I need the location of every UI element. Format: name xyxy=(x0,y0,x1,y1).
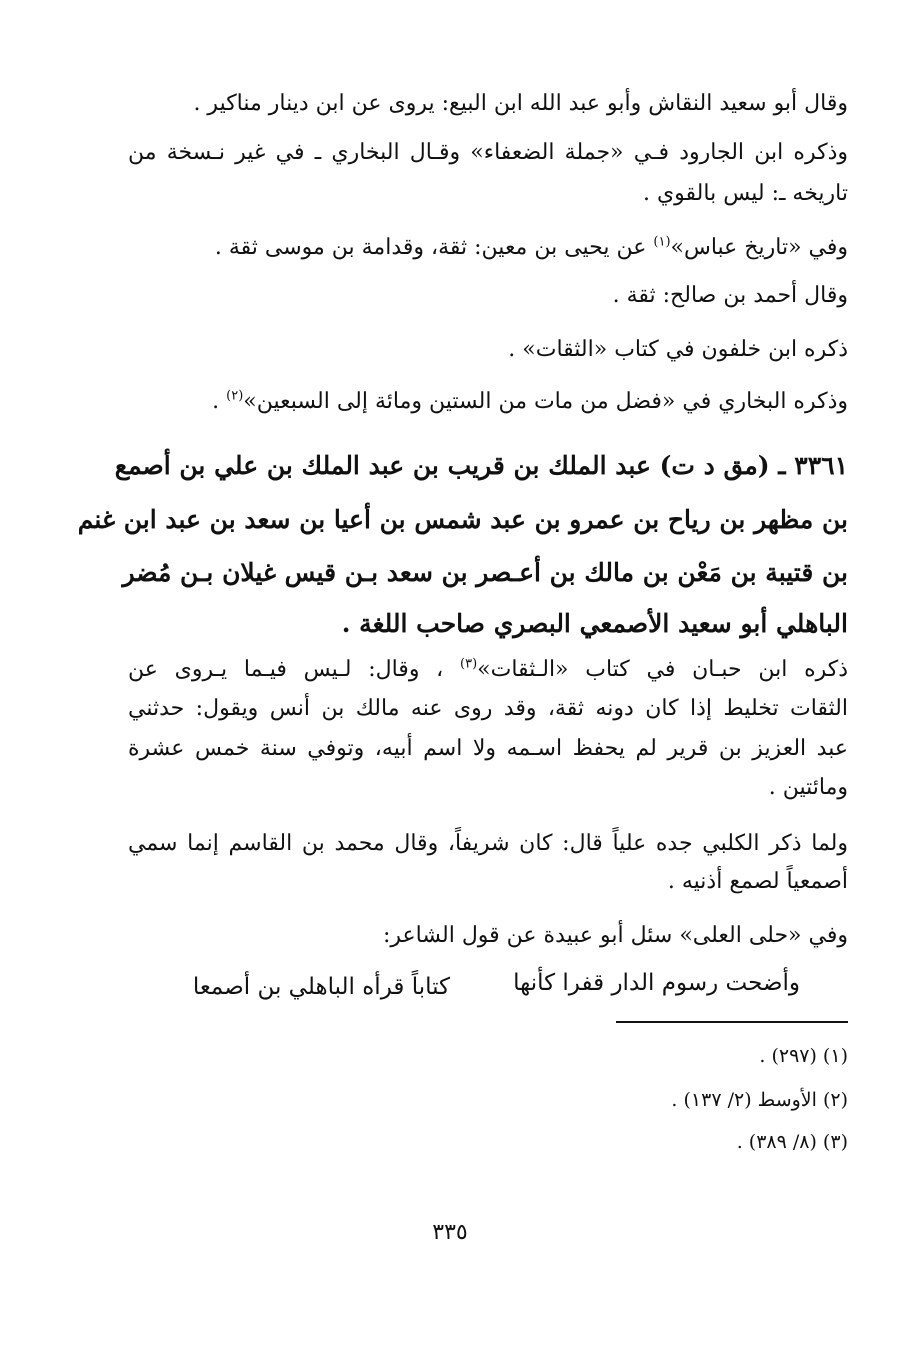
text-line: عبد العزيز بن قرير لم يحفظ اسـمه ولا اسم أبيه، وتوفي سنة خمس عشرة xyxy=(128,736,848,761)
entry-heading-line: ٣٣٦١ ـ (مق د ت) عبد الملك بن قريب بن عبد الملك بن علي بن أصمع xyxy=(114,451,848,480)
text-line: وقال أحمد بن صالح: ثقة . xyxy=(612,283,848,308)
text-line: وذكره ابن الجارود فـي «جملة الضعفاء» وقـال البخاري ـ في غير نـسخة من xyxy=(128,140,848,165)
text-line xyxy=(128,654,848,686)
text-line: ومائتين . xyxy=(768,775,848,800)
text-fragment: عن يحيى بن معين: ثقة، وقدامة بن موسى ثقة . xyxy=(214,235,647,260)
text-line xyxy=(120,386,848,418)
footnote-marker: (٣) xyxy=(460,656,478,672)
verse-hemistich-second: كتاباً قرأه الباهلي بن أصمعا xyxy=(192,974,450,1000)
text-fragment: وفي «تاريخ عباس» xyxy=(670,235,848,260)
text-fragment: وذكره البخاري في «فضل من مات من الستين ومائة إلى السبعين» xyxy=(243,389,848,414)
verse-hemistich-first: وأضحت رسوم الدار قفرا كأنها xyxy=(513,970,800,996)
footnote: (١) (٢٩٧) . xyxy=(759,1045,848,1067)
entry-heading-line: بن قتيبة بن مَعْن بن مالك بن أعـصر بن سعد بـن قيس غيلان بـن مُضر xyxy=(122,558,848,587)
text-line: الثقات تخليط إذا كان دونه ثقة، وقد روى عنه مالك بن أنس ويقول: حدثني xyxy=(128,696,848,721)
text-fragment: ذكره ابن حبـان في كتاب «الـثقات» xyxy=(477,657,849,682)
text-line: تاريخه ـ: ليس بالقوي . xyxy=(642,181,848,206)
footnote-marker: (١) xyxy=(653,234,671,250)
text-fragment: ، وقال: لـيس فيـما يـروى عن xyxy=(128,657,444,682)
text-line xyxy=(120,232,848,264)
text-fragment: . xyxy=(212,389,220,414)
footnote: (٢) الأوسط (٢/ ١٣٧) . xyxy=(671,1089,848,1111)
text-line: وقال أبو سعيد النقاش وأبو عبد الله ابن البيع: يروى عن ابن دينار مناكير . xyxy=(193,91,848,116)
text-line: ذكره ابن خلفون في كتاب «الثقات» . xyxy=(508,337,848,362)
footnote-separator xyxy=(616,1021,848,1023)
footnote: (٣) (٨/ ٣٨٩) . xyxy=(736,1131,848,1153)
text-line: أصمعياً لصمع أذنيه . xyxy=(667,869,848,894)
text-line: وفي «حلى العلى» سئل أبو عبيدة عن قول الشاعر: xyxy=(383,923,848,948)
entry-heading-line: بن مظهر بن رياح بن عمرو بن عبد شمس بن أعيا بن سعد بن عبد ابن غنم xyxy=(77,505,848,534)
entry-heading-line: الباهلي أبو سعيد الأصمعي البصري صاحب اللغة . xyxy=(341,609,848,638)
footnote-marker: (٢) xyxy=(226,388,244,404)
text-line: ولما ذكر الكلبي جده علياً قال: كان شريفاً، وقال محمد بن القاسم إنما سمي xyxy=(128,831,848,856)
page-number: ٣٣٥ xyxy=(432,1220,468,1245)
